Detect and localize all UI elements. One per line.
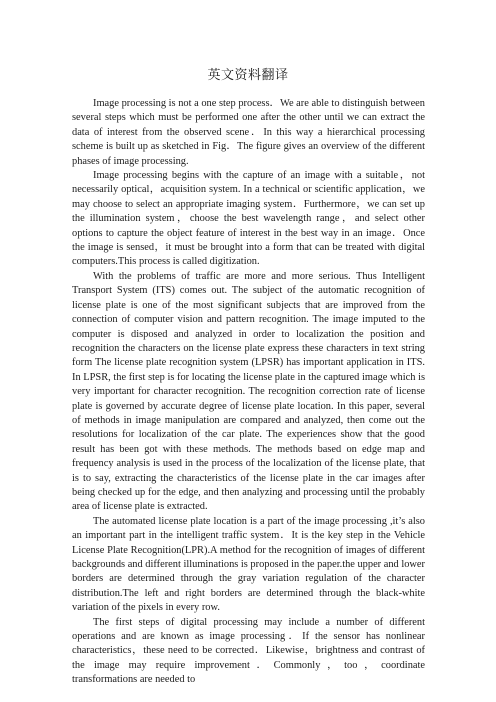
paragraph-2: Image processing begins with the capture of an image with a suitable，not necessarily optical，acquisition system. In a technical or scientific application，we may choose to select an appropriate imaging system．Furthermore，we can set up the illumination system，choose the best wavelength range，and select other options to capture the object feature of interest in the best way in an image．Once the image is sensed，it must be brought into a form that can be treated with digital computers.This process is called digitization. xyxy=(72,170,425,268)
document-title: 英文资料翻译 xyxy=(207,68,289,83)
paragraph-1: Image processing is not a one step process．We are able to distinguish between several steps which must be performed one after the other until we can extract the data of interest from the observed scene．In this way a hierarchical processing scheme is built up as sketched in Fig．The figure gives an overview of the different phases of image processing. xyxy=(72,98,425,167)
document-body xyxy=(72,97,425,688)
paragraph-4: The automated license plate location is a part of the image processing ,it’s also an important part in the intelligent traffic system．It is the key step in the Vehicle License Plate Recognition(LPR).A method for the recognition of images of different backgrounds and different illuminations is proposed in the paper.the upper and lower borders are determined through the gray variation regulation of the character distribution.The left and right borders are determined through the black-white variation of the pixels in every row. xyxy=(72,515,426,614)
paragraph-3: With the problems of traffic are more and more serious. Thus Intelligent Transport System (ITS) comes out. The subject of the automatic recognition of license plate is one of the most significant subjects that are improved from the connection of computer vision and pattern recognition. The image imputed to the computer is disposed and analyzed in order to localization the position and recognition the characters on the license plate express these characters in text string form The license plate recognition system (LPSR) has important application in ITS. In LPSR, the first step is for locating the license plate in the captured image which is very important for character recognition. The recognition correction rate of license plate is governed by accurate degree of license plate location. In this paper, several of methods in image manipulation are compared and analyzed, then come out the resolutions for localization of the car plate. The experiences show that the good result has been got with these methods. The methods based on edge map and frequency analysis is used in the process of the localization of the license plate, that is to say, extracting the characteristics of the license plate in the car images after being checked up for the edge, and then analyzing and processing until the probably area of license plate is extracted. xyxy=(72,270,425,513)
paragraph-5: The first steps of digital processing may include a number of different operations and are known as image processing．If the sensor has nonlinear characteristics，these need to be corrected．Likewise，brightness and contrast of the image may require improvement．Commonly，too，coordinate transformations are needed to xyxy=(72,616,425,686)
